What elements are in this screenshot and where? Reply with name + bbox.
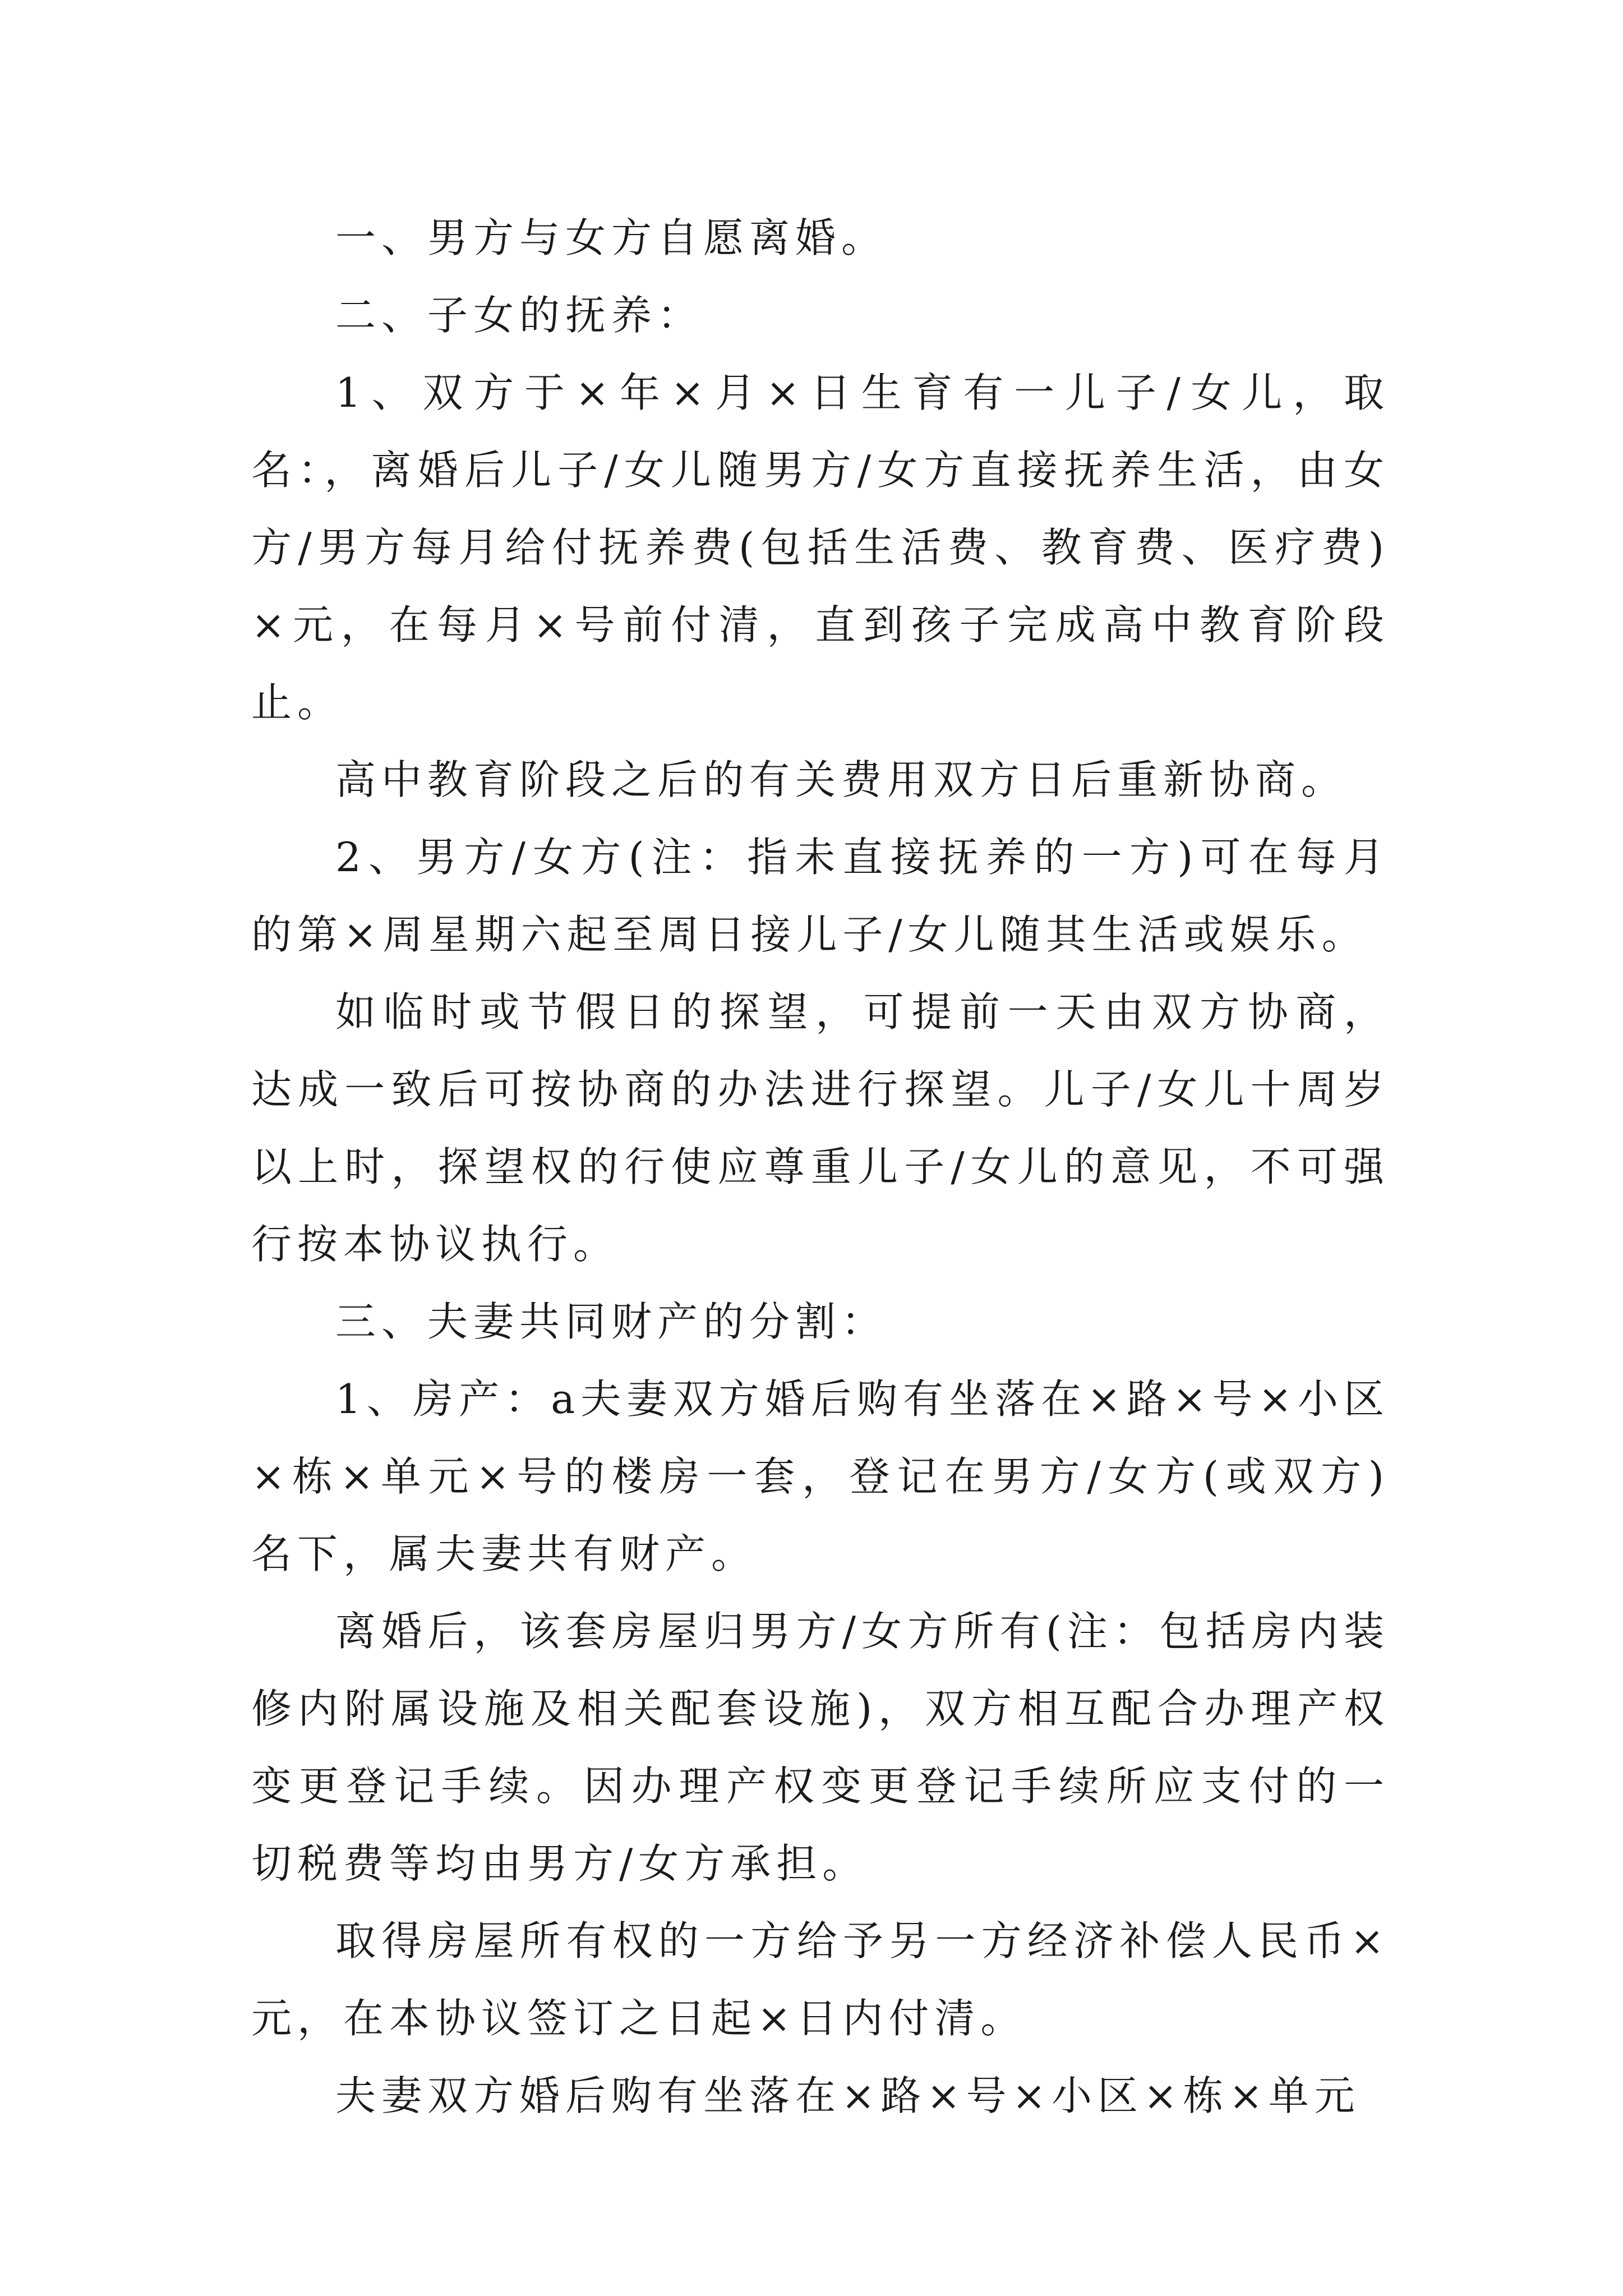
paragraph-compensation: 取得房屋所有权的一方给予另一方经济补偿人民币×元，在本协议签订之日起×日内付清。 [251,1917,1390,2042]
paragraph-house-ownership: 离婚后，该套房屋归男方/女方所有(注：包括房内装修内附属设施及相关配套设施)，双方相互配合办理产权变更登记手续。因办理产权变更登记手续所应支付的一切税费等均由男方/女方承担。 [251,1608,1390,1887]
paragraph-visitation: 2、男方/女方(注：指未直接抚养的一方)可在每月的第×周星期六起至周日接儿子/女儿随其生活或娱乐。 [251,834,1390,958]
paragraph-divorce-consent: 一、男方与女方自愿离婚。 [335,214,888,261]
paragraph-property-heading: 三、夫妻共同财产的分割： [335,1298,888,1345]
document-body [251,199,1390,2134]
paragraph-house-property: 1、房产：a夫妻双方婚后购有坐落在×路×号×小区×栋×单元×号的楼房一套，登记在男方/女方(或双方)名下，属夫妻共有财产。 [251,1375,1390,1577]
paragraph-second-house: 夫妻双方婚后购有坐落在×路×号×小区×栋×单元 [335,2072,1361,2119]
paragraph-child-support: 1、双方于×年×月×日生育有一儿子/女儿，取名：，离婚后儿子/女儿随男方/女方直接抚养生活，由女方/男方每月给付抚养费(包括生活费、教育费、医疗费)×元，在每月×号前付清，直到孩子完成高中教育阶段止。 [251,369,1390,726]
paragraph-post-highschool-costs: 高中教育阶段之后的有关费用双方日后重新协商。 [335,756,1348,803]
paragraph-holiday-visitation: 如临时或节假日的探望，可提前一天由双方协商，达成一致后可按协商的办法进行探望。儿子/女儿十周岁以上时，探望权的行使应尊重儿子/女儿的意见，不可强行按本协议执行。 [251,988,1390,1268]
paragraph-child-custody-heading: 二、子女的抚养： [335,292,704,339]
